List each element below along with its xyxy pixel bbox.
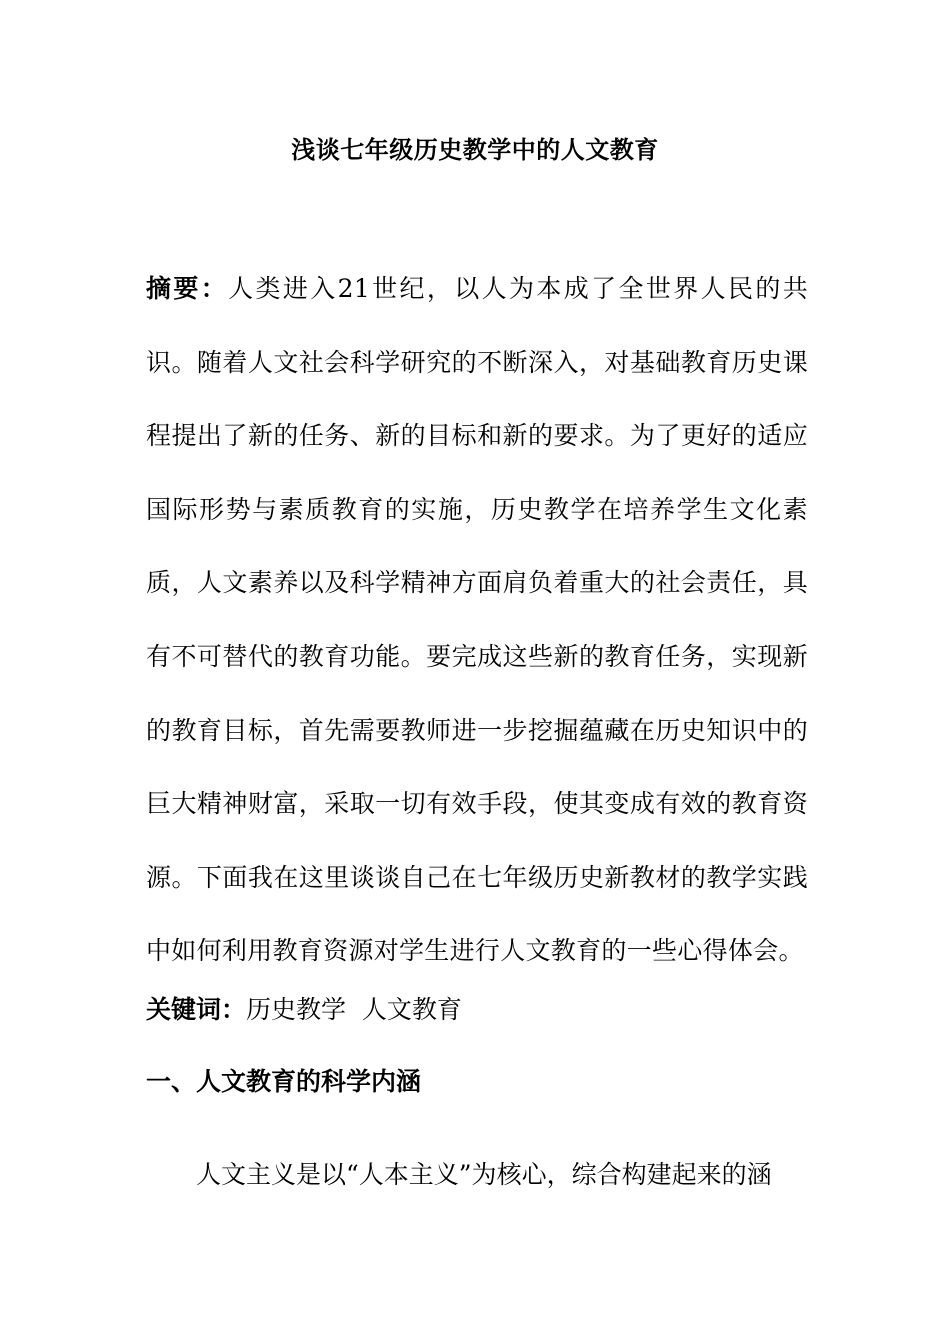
abstract-label: 摘要： — [146, 274, 229, 303]
section-heading: 一、人文教育的科学内涵 — [146, 1067, 422, 1096]
body-paragraph: 人文主义是以“人本主义”为核心，综合构建起来的涵 — [196, 1160, 772, 1189]
document-title: 浅谈七年级历史教学中的人文教育 — [291, 136, 659, 164]
keywords-text: 历史教学 人文教育 — [246, 995, 462, 1024]
keywords-line — [146, 990, 808, 1030]
abstract-text: 人类进入21世纪，以人为本成了全世界人民的共识。随着人文社会科学研究的不断深入，对基础教育历史课程提出了新的任务、新的目标和新的要求。为了更好的适应国际形势与素质教育的实施，历史教学在培养学生文化素质，人文素养以及科学精神方面肩负着重大的社会责任，具有不可替代的教育功能。要完成这些新的教育任务，实现新的教育目标，首先需要教师进一步挖掘蕴藏在历史知识中的巨大精神财富，采取一切有效手段，使其变成有效的教育资源。下面我在这里谈谈自己在七年级历史新教材的教学实践中如何利用教育资源对学生进行人文教育的一些心得体会。 — [146, 274, 808, 966]
keywords-label: 关键词： — [146, 995, 247, 1024]
abstract-paragraph — [146, 252, 808, 988]
